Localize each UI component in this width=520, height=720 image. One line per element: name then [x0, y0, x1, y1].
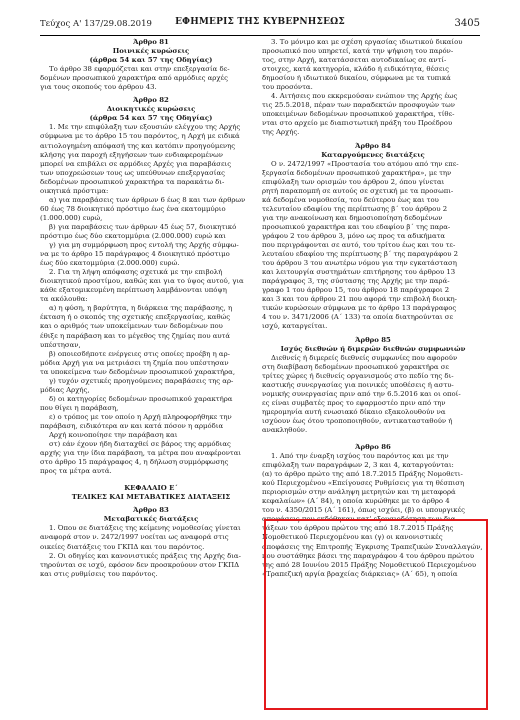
text-line: κά δεδομένα νομοθεσία, του δεύτερου έως και του	[262, 195, 439, 204]
text-line: τελευταίου εδαφίου της περίπτωσης β΄ του άρθρου 2	[262, 204, 448, 213]
text-line: ε) ο τρόπος με τον οποίο η Αρχή πληροφορήθηκε την	[49, 412, 232, 421]
text-line: (1.000.000) ευρώ,	[40, 213, 103, 222]
text-line: τις 25.5.2018, πέραν των παραδεκτών προσφυγών των	[262, 101, 455, 110]
article-83-body	[40, 524, 262, 578]
text-line: που περιγράφονται σε αυτό, του τρίτου έως και του τε-	[262, 241, 456, 250]
text-line: 2. Οι οδηγίες και κανονιστικές πράξεις της Αρχής δια-	[49, 551, 241, 560]
text-line: νομικής συνεργασίας πριν από την 6.5.2016 και οι οποί-	[262, 389, 461, 398]
text-line: α) η φύση, η βαρύτητα, η διάρκεια της παράβασης, η	[49, 304, 233, 313]
text-line: 1. Με την επιφύλαξη των εξουσιών ελέγχου της Αρχής	[49, 123, 241, 132]
text-line: 4 του ν. 3471/2006 (Α΄ 133) τα οποία διατηρούνται σε	[262, 313, 454, 322]
text-line: δεδομένων προσωπικού χαρακτήρα τα παρακάτω δι-	[40, 177, 225, 186]
text-line: σύμφωνα με το άρθρο 15 του παρόντος, η Αρχή με ειδικά	[40, 132, 240, 141]
issue-label: Τεύχος A' 137/29.08.2019	[40, 19, 152, 29]
article-83-continued	[262, 38, 484, 138]
right-column	[262, 38, 484, 579]
text-line: διοικητικού προστίμου, καθώς και για το ύψος αυτού, για	[40, 277, 244, 286]
article-81-title: Άρθρο 81	[133, 38, 169, 46]
text-line: 2. Για τη λήψη απόφασης σχετικά με την επιβολή	[49, 268, 223, 277]
article-86-title: Άρθρο 86	[355, 443, 391, 452]
text-line: και ο αριθμός των υποκείμενων των δεδομένων που	[40, 322, 223, 331]
article-83-title: Άρθρο 83	[133, 506, 169, 515]
text-line: 60 έως 78 διοικητικό πρόστιμο έως ένα εκατομμύριο	[40, 204, 226, 213]
article-82-directive: (άρθρα 54 και 57 της Οδηγίας)	[89, 114, 213, 123]
text-line: μόδια Αρχή για να μετριάσει τη ζημία που υπέστησαν	[40, 358, 229, 367]
text-line: υπέστησαν,	[40, 340, 81, 349]
text-line: και στις ρυθμίσεις του παρόντος.	[40, 569, 158, 578]
text-line: δομένων προσωπικού χαρακτήρα από αρμόδιες αρχές	[40, 74, 228, 83]
text-line: και 3 και του άρθρου 21 που αφορά την επιβολή διοικη-	[262, 295, 457, 304]
text-line: προς τα μέτρα αυτά.	[40, 467, 112, 476]
article-84-body	[262, 160, 484, 332]
text-line: στο άρθρο 15 παράγραφος 4, η δήλωση συμμόρφωσης	[40, 458, 229, 467]
text-line: κεφαλαίων» (Α΄ 84), η οποία κυρώθηκε με το άρθρο 4	[262, 497, 450, 506]
text-line: δημοσίου ή ιδιωτικού δικαίου, σύμφωνα με τα τυπικά	[262, 74, 451, 83]
text-line: στη διαβίβαση δεδομένων προσωπικού χαρακτήρα σε	[262, 362, 449, 371]
text-line: για τους σκοπούς του άρθρου 43.	[40, 83, 157, 92]
text-line: ρητή παραπομπή σε αυτούς σε σχετική με τα προσωπι-	[262, 186, 454, 195]
text-line: ισχύ, καταργείται.	[262, 322, 328, 331]
text-line: «Τραπεζική αργία βραχείας διάρκειας» (Α΄ 65), η οποία	[262, 569, 458, 578]
text-line: επιφύλαξη των ορισμών του άρθρου 2, όπου γίνεται	[262, 177, 445, 186]
text-line: Διεθνείς ή διμερείς διεθνείς συμφωνίες που αφορούν	[271, 353, 458, 362]
text-line: της Αρχής.	[262, 128, 300, 137]
text-line: για την ανακοίνωση και δημοσιοποίηση δεδομένων	[262, 213, 443, 222]
text-line: παράβαση, ειδικότερα αν και κατά πόσον η αρμόδια	[40, 421, 224, 430]
text-line: τρίτες χώρες ή διεθνείς οργανισμούς στο πεδίο της δι-	[262, 371, 454, 380]
highlight-box-article-86	[264, 519, 488, 710]
text-line: και λειτουργία συστημάτων επιτήρησης του άρθρου 13	[262, 268, 456, 277]
text-line: ες είναι συμβατές προς το εφαρμοστέο πριν από την	[262, 398, 446, 407]
article-81-body	[40, 65, 262, 92]
page-number: 3405	[454, 18, 480, 29]
text-line: ισχύουν έως ότου τροποποιηθούν, αντικατασταθούν ή	[262, 416, 453, 425]
text-line: οικητικά πρόστιμα:	[40, 186, 109, 195]
text-line: επιφύλαξη των παραγράφων 2, 3 και 4, καταργούνται:	[262, 461, 454, 470]
text-line: της από 28 Ιουνίου 2015 Πράξης Νομοθετικού Περιεχομένου	[262, 560, 477, 569]
chapter-title: ΤΕΛΙΚΕΣ ΚΑΙ ΜΕΤΑΒΑΤΙΚΕΣ ΔΙΑΤΑΞΕΙΣ	[71, 493, 231, 502]
article-85-title: Άρθρο 85	[355, 335, 391, 344]
article-83-subtitle: Μεταβατικές διατάξεις	[103, 515, 199, 524]
text-line: στ) εάν έχουν ήδη διαταχθεί σε βάρος της αρμόδιας	[49, 440, 231, 449]
text-line: τάξεων του άρθρου πρώτου της από 18.7.2015 Πράξης	[262, 524, 454, 533]
text-line: αιτιολογημένη απόφασή της και κατόπιν προηγούμενης	[40, 141, 236, 150]
text-line: γραφο 1 του άρθρου 15, του άρθρου 18 παράγραφοι 2	[262, 286, 450, 295]
text-line: να με το άρθρο 15 παράγραφος 4 διοικητικό πρόστιμο	[40, 250, 230, 259]
text-line: 1. Από την έναρξη ισχύος του παρόντος και με την	[271, 452, 449, 461]
gazette-title: ΕΦΗΜΕΡΙΣ ΤΗΣ ΚΥΒΕΡΝΗΣΕΩΣ	[175, 17, 345, 27]
text-line: στοιχες, κατά κατηγορία, κλάδο ή ειδικότητα, θέσεις	[262, 65, 449, 74]
text-line: ημερομηνία αυτή ενωσιακό δίκαιο εξακολουθούν να	[262, 407, 446, 416]
text-line: ξεργασία δεδομένων προσωπικού χαρακτήρα», με την	[262, 168, 452, 177]
text-line: πρόστιμο έως δύο εκατομμύρια (2.000.000) ευρώ και	[40, 231, 226, 240]
article-82-subtitle: Διοικητικές κυρώσεις	[106, 105, 196, 114]
text-line: τα υποκείμενα των δεδομένων προσωπικού χαρακτήρα,	[40, 367, 236, 376]
text-line: προσωπικού χαρακτήρα και του εδαφίου β΄ της παρα-	[262, 222, 451, 231]
text-line: αναφορά στον ν. 2472/1997 νοείται ως αναφορά στις	[40, 533, 229, 542]
text-line: Το άρθρο 38 εφαρμόζεται και στην επεξεργασία δε-	[49, 65, 230, 74]
text-line: Ο ν. 2472/1997 «Προστασία του ατόμου από την επε-	[271, 159, 459, 168]
article-82-title: Άρθρο 82	[133, 96, 169, 105]
text-line: κλήσης για παροχή εξηγήσεων των ενδιαφερομένων	[40, 150, 223, 159]
text-line: κάθε εξατομικευμένη περίπτωση λαμβάνονται υπόψη	[40, 286, 227, 295]
text-line: β) για παραβάσεις των άρθρων 45 έως 57, διοικητικό	[49, 222, 237, 231]
text-line: υποκειμένων δεδομένων προσωπικού χαρακτήρα, τίθε-	[262, 110, 455, 119]
text-line: γράφου 2 του άρθρου 3, μόνο ως προς τα αδικήματα	[262, 231, 446, 240]
text-line: τικών κυρώσεων σύμφωνα με το άρθρο 13 παράγραφος	[262, 304, 457, 313]
article-85-subtitle: Ισχύς διεθνών ή διμερών διεθνών συμφωνιών	[280, 344, 466, 353]
article-84-title: Άρθρο 84	[355, 141, 391, 150]
text-line: κού Περιεχομένου «Επείγουσες Ρυθμίσεις για τη θέσπιση	[262, 479, 465, 488]
text-line: 4. Αιτήσεις που εκκρεμούσαν ενώπιον της Αρχής έως	[271, 92, 458, 101]
article-81-subtitle: Ποινικές κυρώσεις	[112, 47, 190, 56]
text-line: 3. Το μόνιμο και με σχέση εργασίας ιδιωτικού δικαίου	[271, 38, 463, 46]
text-line: έκταση ή ο σκοπός της σχετικής επεξεργασίας, καθώς	[40, 313, 231, 322]
text-line: αποφάσεις της Επιτροπής Έγκρισης Τραπεζικών Συναλλαγών,	[262, 542, 483, 551]
text-line: α) για παραβάσεις των άρθρων 6 έως 8 και των άρθρων	[49, 195, 246, 204]
text-line: περιορισμών στην ανάληψη μετρητών και τη μεταφορά	[262, 488, 456, 497]
text-line: γ) για μη συμμόρφωση προς εντολή της Αρχής σύμφω-	[49, 241, 239, 250]
text-line: γ) τυχόν σχετικές προηγούμενες παραβάσεις της αρ-	[49, 376, 234, 385]
text-line: έως δύο εκατομμύρια (2.000.000) ευρώ.	[40, 259, 180, 268]
text-line: 1. Όπου σε διατάξεις της κείμενης νομοθεσίας γίνεται	[49, 524, 241, 533]
article-85-body	[262, 354, 484, 435]
text-line: ανακληθούν.	[262, 425, 308, 434]
text-line: τος, στην Αρχή, κατατάσσεται αυτοδικαίως σε αντί-	[262, 56, 447, 65]
text-line: αποφάσεις που εκδόθηκαν κατ' εξουσιοδότηση των δια-	[262, 515, 458, 524]
text-line: οικείες διατάξεις του ΓΚΠΔ και του παρόντος.	[40, 542, 205, 551]
text-line: Νομοθετικού Περιεχομένου και (γ) οι κανονιστικές	[262, 533, 443, 542]
text-line: τηρούνται σε ισχύ, εφόσον δεν προσκρούουν στον ΓΚΠΔ	[40, 560, 240, 569]
text-line: προσωπικό που υπηρετεί, κατά την ψήφιση του παρόν-	[262, 47, 454, 56]
text-line: έθιξε η παράβαση και το μέγεθος της ζημίας που αυτά	[40, 331, 231, 340]
text-line: αρχής για την ίδια παράβαση, τα μέτρα που αναφέρονται	[40, 449, 242, 458]
text-line: που συστάθηκε βάσει της παραγράφου 4 του άρθρου πρώτου	[262, 551, 475, 560]
text-line: του ν. 4350/2015 (Α΄ 161), όπως ισχύει, (β) οι υπουργικές	[262, 506, 466, 515]
text-line: παράγραφος 3, της σύστασης της Αρχής με την παρά-	[262, 277, 450, 286]
text-line: του προσόντα.	[262, 83, 313, 92]
text-line: μόδιας Αρχής,	[40, 385, 90, 394]
text-line: που θίγει η παράβαση,	[40, 403, 119, 412]
text-line: Αρχή κοινοποίησε την παράβαση και	[49, 431, 178, 440]
text-line: μπορεί να επιβάλει σε αρμόδιες Αρχές για παραβάσεις	[40, 159, 232, 168]
left-column	[40, 38, 262, 579]
article-81-directive: (άρθρα 54 και 57 της Οδηγίας)	[89, 56, 213, 65]
article-84-subtitle: Καταργούμενες διατάξεις	[321, 150, 425, 159]
text-line: νται στο αρχείο με διαπιστωτική πράξη του Προέδρου	[262, 119, 453, 128]
text-line: των υποχρεώσεων τους ως υπεύθυνων επεξεργασίας	[40, 168, 226, 177]
article-82-body	[40, 123, 262, 476]
text-line: β) οποιεσδήποτε ενέργειες στις οποίες προέβη η αρ-	[49, 349, 230, 358]
page-header	[40, 16, 480, 32]
text-line: καστικής συνεργασίας για ποινικές υποθέσεις ή αστυ-	[262, 380, 454, 389]
text-line: του άρθρου 3 του ανωτέρω νόμου για την εγκατάσταση	[262, 259, 457, 268]
chapter-label: ΚΕΦΑΛΑΙΟ Ε΄	[124, 484, 178, 493]
text-line: δ) οι κατηγορίες δεδομένων προσωπικού χαρακτήρα	[49, 394, 233, 403]
text-line: (α) το άρθρο πρώτο της από 18.7.2015 Πράξης Νομοθετι-	[262, 470, 463, 479]
text-line: τα ακόλουθα:	[40, 295, 88, 304]
header-rule	[40, 35, 480, 36]
text-line: λευταίου εδαφίου της περίπτωσης β΄ της παραγράφου 2	[262, 250, 458, 259]
